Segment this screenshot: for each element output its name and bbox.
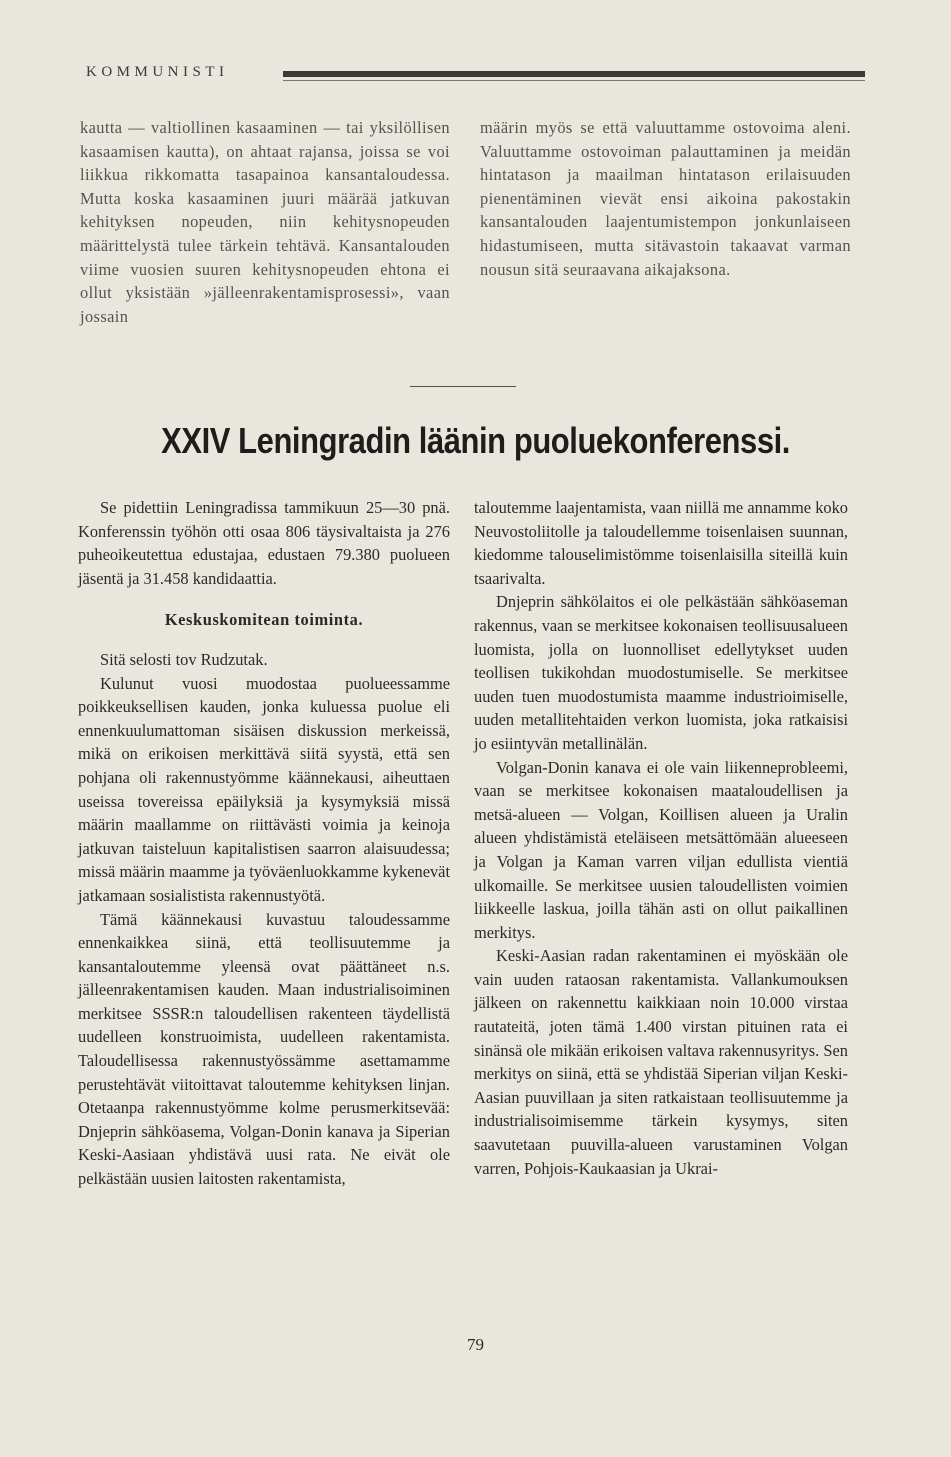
paragraph: Sitä selosti tov Rudzutak.: [100, 649, 268, 669]
paragraph: Tämä käännekausi kuvastuu taloudessamme ennenkaikkea siinä, että teollisuutemme ja kansantaloutemme yleensä ovat päättäneet n.s. jälleenrakentamisen kauden. Maan industrialisoiminen merkitsee SSSR:n taloudellisen rakenteen täydellistä uudelleen konstruoimista, uudelleen rakentamista. Taloudellisessa rakennustyössämme asettamamme perustehtävät viitoittavat taloutemme kehityksen linjan. Otetaanpa rakennustyömme kolme perusmerkitsevää: Dnjeprin sähköasema, Volgan-Donin kanava ja Siperian Keski-Aasiaan yhdistävä uusi rata. Ne eivät ole pelkästään uusien laitosten rakentamista,: [78, 909, 450, 1189]
section-divider: [410, 386, 516, 387]
running-title: KOMMUNISTI: [86, 64, 229, 80]
paragraph: Kulunut vuosi muodostaa puolueessamme poikkeuksellisen kauden, jonka kuluessa puolue eli ennenkuulumattoman sisäisen diskussion merkeissä, mikä on erikoisen merkittävä siitä syystä, että sen pohjana oli rakennustyömme käännekausi, aiheuttaen useissa tovereissa epäilyksiä ja kysymyksiä missä määrin maallamme on riittävästi voimia ja keinoja jatkuvan taisteluun kapitalistisen saarron alaisuudessa; missä määrin maamme ja työväenluokkamme kykenevät jatkamaan sosialistista rakennustyötä.: [78, 673, 450, 905]
paragraph: määrin myös se että valuuttamme ostovoima aleni. Valuuttamme ostovoiman palauttaminen ja meidän hintatason ja maailman hintatason erilaisuuden pienentäminen vievät ensi aikoina pakostakin kansantalouden laajentumistempon jonkunlaiseen hidastumiseen, mutta sitävastoin takaavat varman nousun sitä seuraavana aikajaksona.: [480, 118, 851, 279]
header-rule: [283, 71, 865, 77]
continued-text-left-column: [80, 116, 450, 328]
paragraph: Keski-Aasian radan rakentaminen ei myöskään ole vain uuden rataosan rakentamista. Vallankumouksen jälkeen on rakennettu kaikkiaan noin 10.000 virstaa rautateitä, joten tämä 1.400 virstan pituinen rata ei sinänsä ole mikään erikoisen valtava rakennusyritys. Sen merkitys on siinä, että se yhdistää Siperian viljan Keski-Aasian puuvillaan ja siten ratkaistaan teollisuutemme ja industrialisoimisemme tärkein kysymys, siten saavutetaan puuvilla-alueen varustaminen Volgan varren, Pohjois-Kaukaasian ja Ukrai-: [474, 946, 848, 1178]
paragraph: Volgan-Donin kanava ei ole vain liikenneprobleemi, vaan se merkitsee kokonaisen maataloudellisen ja metsä-alueen — Volgan, Koillisen alueen ja Uralin alueen yhdistämistä eteläiseen metsättömään alueeseen ja Volgan ja Kaman varren viljan edullista vientiä ulkomaille. Se merkitsee uusien taloudellisten voimien liikkeelle laskua, joilla tähän asti on ollut paikallinen merkitys.: [474, 757, 848, 942]
header-rule-thin: [283, 80, 865, 81]
paragraph: Dnjeprin sähkölaitos ei ole pelkästään sähköaseman rakennus, vaan se merkitsee kokonaisen teollisuusalueen luomista, jolla on luonnolliset edellytykset uuden teollisen tukikohdan muodostumiselle. Se merkitsee uuden tuen muodostumista maamme industrioimiselle, uuden metallitehtaiden verkon luomista, joka ratkaisisi jo esiintyvän metallinälän.: [474, 592, 848, 753]
paragraph: taloutemme laajentamista, vaan niillä me annamme koko Neuvostoliitolle ja taloudellemme toisenlaisen suunnan, kiedomme talouselimistömme toisenlaisilla siteillä kuin tsaarivalta.: [474, 498, 848, 588]
article-subheading: Keskuskomitean toiminta.: [164, 610, 364, 630]
paragraph: kautta — valtiollinen kasaaminen — tai yksilöllisen kasaamisen kautta), on ahtaat rajansa, joissa se voi liikkua rikkomatta tasapainoa kansantaloudessa. Mutta koska kasaaminen juuri määrää jatkuvan kehityksen nopeuden, niin kehitysnopeuden määrittelystä tulee tärkein tehtävä. Kansantalouden viime vuosien suuren kehitysnopeuden ehtona ei ollut yksistään »jälleenrakentamisprosessi», vaan jossain: [80, 118, 450, 326]
article-title: XXIV Leningradin läänin puoluekonferenssi.: [161, 420, 790, 461]
page-number: 79: [467, 1335, 484, 1354]
paragraph: Se pidettiin Leningradissa tammikuun 25—30 pnä. Konferenssin työhön otti osaa 806 täysivaltaista ja 276 puheoikeutettua edustajaa, edustaen 79.380 puolueen jäsentä ja 31.458 kandidaattia.: [78, 498, 450, 588]
continued-text-right-column: [480, 116, 851, 281]
article-right-column: [474, 496, 848, 1180]
article-left-column: [78, 496, 450, 1191]
